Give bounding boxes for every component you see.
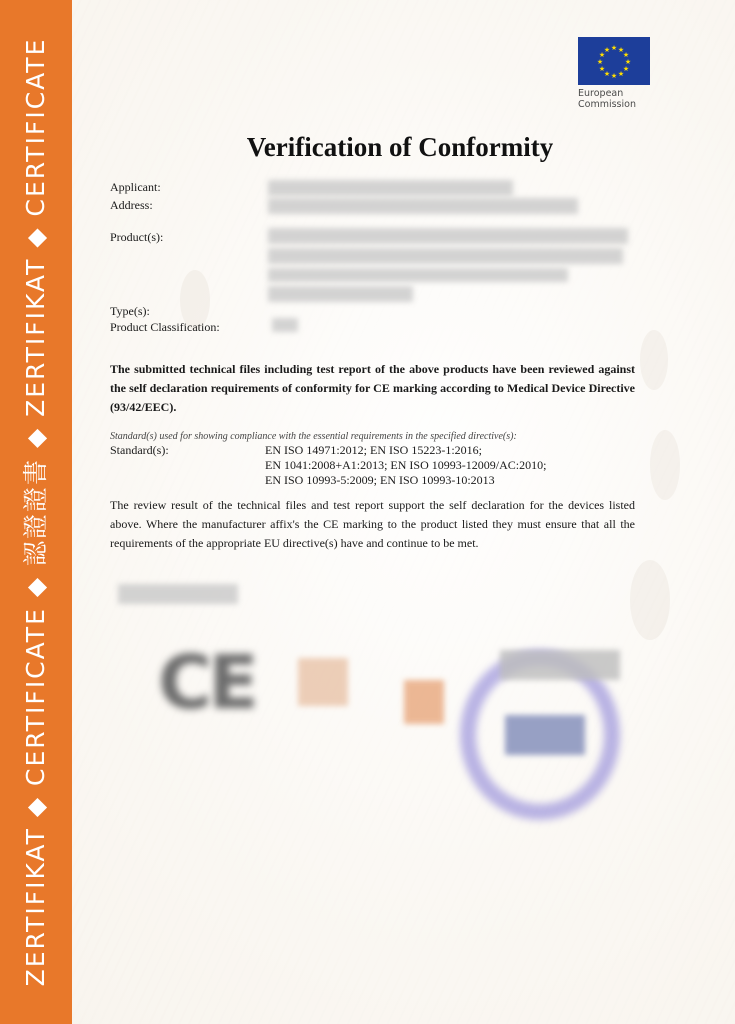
standards-line: EN 1041:2008+A1:2013; EN ISO 10993-12009/AC:2010; (265, 458, 547, 472)
side-band-text: ZERTIFIKAT ◆ CERTIFICATE ◆ 認證證書 ◆ ZERTIFIKAT ◆ CERTIFICATE (21, 37, 50, 987)
address-label: Address: (110, 198, 153, 212)
ce-mark-icon: CE (158, 640, 255, 726)
european-commission-logo (578, 37, 650, 110)
svg-text:★: ★ (622, 51, 630, 59)
classification-label: Product Classification: (110, 320, 220, 334)
eu-logo-line1: European (578, 88, 624, 99)
types-label: Type(s): (110, 304, 150, 318)
standards-note: Standard(s) used for showing compliance with the essential requirements in the specified directive(s): (110, 431, 517, 442)
redacted-address (268, 198, 578, 214)
svg-text:★: ★ (603, 70, 611, 78)
redacted-types (268, 286, 413, 302)
eu-logo-line2: Commission (578, 99, 636, 110)
laurel-decoration (650, 430, 680, 500)
redacted-signature (500, 650, 620, 680)
standards-line: EN ISO 14971:2012; EN ISO 15223-1:2016; (265, 443, 482, 457)
redacted-mark (298, 658, 348, 706)
redacted-classification (272, 318, 298, 332)
svg-text:★: ★ (596, 58, 604, 66)
svg-text:★: ★ (603, 46, 611, 54)
redacted-products (268, 248, 623, 264)
svg-text:★: ★ (624, 58, 632, 66)
svg-text:★: ★ (622, 65, 630, 73)
redacted-mark (404, 680, 444, 724)
redacted-products (268, 228, 628, 244)
eu-flag-icon (578, 37, 650, 85)
redacted-certificate-number (118, 584, 238, 604)
products-label: Product(s): (110, 230, 164, 244)
review-result-text: The review result of the technical files and test report support the self declaration for the devices listed above. Where the manufacturer affix's the CE marking to the product listed they must ensure that all the requirements of the appropriate EU directive(s) have and continue to be met. (110, 498, 635, 550)
redacted-stamp-center (505, 715, 585, 755)
certificate-side-band (0, 0, 72, 1024)
svg-text:★: ★ (617, 70, 625, 78)
redacted-applicant (268, 180, 513, 196)
laurel-decoration (640, 330, 668, 390)
svg-text:★: ★ (598, 65, 606, 73)
standards-line: EN ISO 10993-5:2009; EN ISO 10993-10:2013 (265, 473, 495, 487)
document-title: Verification of Conformity (246, 132, 554, 162)
conformity-statement: The submitted technical files including test report of the above products have been reviewed against the self declaration requirements of conformity for CE marking according to Medical Device Directive (93/42/EEC). (110, 362, 635, 414)
laurel-decoration (630, 560, 670, 640)
redacted-products (268, 268, 568, 282)
eu-logo-text (578, 88, 650, 110)
svg-text:★: ★ (610, 44, 618, 52)
svg-text:★: ★ (610, 72, 618, 80)
standards-label: Standard(s): (110, 443, 169, 457)
applicant-label: Applicant: (110, 180, 161, 194)
svg-text:★: ★ (617, 46, 625, 54)
svg-text:★: ★ (598, 51, 606, 59)
